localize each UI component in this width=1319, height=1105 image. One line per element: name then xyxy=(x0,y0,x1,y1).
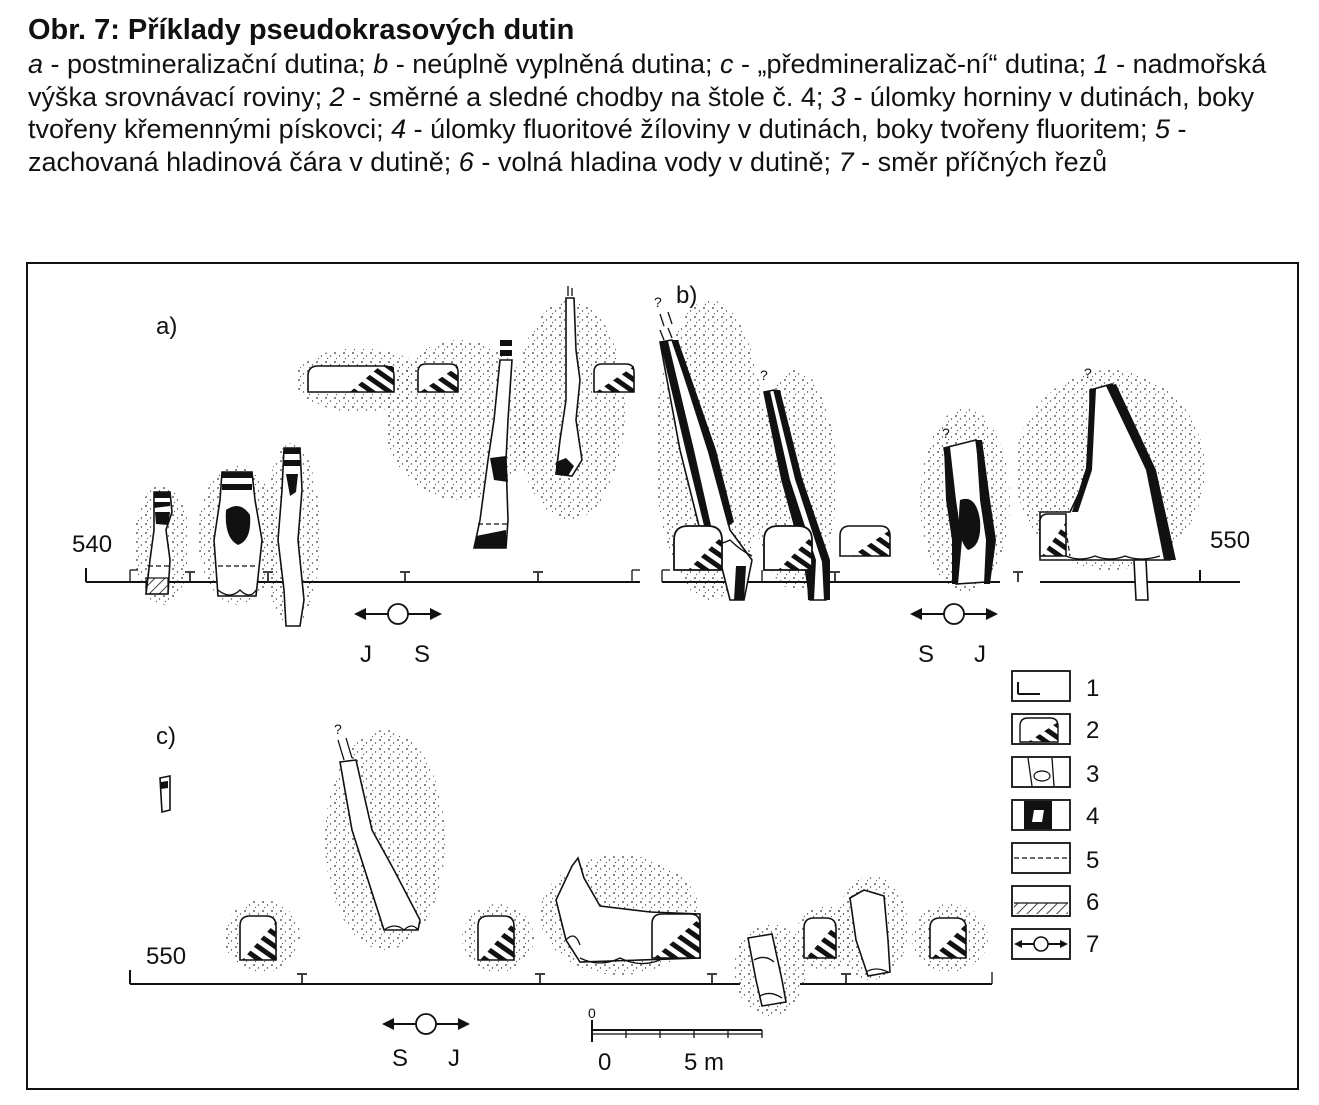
caption-segment: - úlomky fluoritové žíloviny v dutinách, boky tvořeny fluoritem; xyxy=(406,114,1155,144)
caption-segment: - směr příčných řezů xyxy=(853,146,1108,177)
caption-segment: - úlomky horniny v dutinách, boky tvořeny křemennými pískovci; xyxy=(28,81,1255,144)
legend xyxy=(1012,671,1099,959)
panel-c-compass-left: S xyxy=(392,1045,409,1072)
panel-c-section-direction xyxy=(382,1014,470,1034)
adit-b2 xyxy=(764,526,812,570)
panel-c-elevation: 550 xyxy=(146,943,187,970)
panel-c xyxy=(130,721,992,1072)
panel-b-compass-left: S xyxy=(918,641,935,668)
legend-item-7: 7 xyxy=(1086,931,1100,958)
caption-segment: 5 xyxy=(1154,114,1170,144)
scale-bar-zero-top: 0 xyxy=(588,1005,596,1021)
caption-segment: - volná hladina vody v dutině; xyxy=(473,146,839,177)
adit-c3 xyxy=(804,918,836,958)
panel-b-unknown-3: ? xyxy=(942,425,950,441)
panel-a xyxy=(72,286,640,668)
caption-segment: 3 xyxy=(830,81,846,112)
panel-a-compass-left: J xyxy=(360,641,372,668)
caption-segment: c xyxy=(719,49,734,79)
caption-segment: 4 xyxy=(391,114,407,144)
caption-segment: a xyxy=(28,49,44,79)
caption-segment: b xyxy=(373,49,389,79)
scale-bar xyxy=(588,1005,762,1076)
caption-segment: - „předmineralizač-ní“ dutina; xyxy=(733,49,1094,79)
panel-b-section-direction xyxy=(910,604,998,624)
panel-c-unknown: ? xyxy=(334,721,342,737)
panel-a-compass-right: S xyxy=(414,641,431,668)
legend-item-4: 4 xyxy=(1086,803,1100,830)
legend-item-3: 3 xyxy=(1086,761,1100,788)
caption-segment: 1 xyxy=(1093,49,1109,79)
panel-b xyxy=(654,282,1250,668)
panel-a-label: a) xyxy=(156,313,178,340)
adit-c2 xyxy=(478,916,514,960)
panel-a-elevation: 540 xyxy=(72,531,113,558)
adit-c4 xyxy=(930,918,966,958)
figure-title: Obr. 7: Příklady pseudokrasových dutin xyxy=(28,14,575,46)
caption-segment: - směrné a sledné chodby na štole č. 4; xyxy=(344,81,831,112)
adit-b1 xyxy=(674,526,722,570)
panel-b-unknown-2: ? xyxy=(760,367,768,383)
scale-bar-zero: 0 xyxy=(598,1049,612,1076)
caption-segment: 7 xyxy=(838,146,854,177)
caption-segment: - nadmořská výška srovnávací roviny; xyxy=(28,49,1267,112)
caption-segment: - postmineralizační dutina; xyxy=(43,49,374,79)
panel-a-section-direction xyxy=(354,604,442,624)
legend-item-2: 2 xyxy=(1086,717,1100,744)
cavity-c0 xyxy=(160,776,170,812)
caption-segment: 6 xyxy=(458,146,474,177)
caption-segment: - zachovaná hladinová čára v dutině; xyxy=(28,114,1187,177)
panel-b-compass-right: J xyxy=(974,641,986,668)
panel-b-unknown-4: ? xyxy=(1084,365,1092,381)
caption-segment: - neúplně vyplněná dutina; xyxy=(388,49,720,79)
panel-b-unknown-1: ? xyxy=(654,294,662,310)
panel-c-compass-right: J xyxy=(448,1045,460,1072)
legend-item-5: 5 xyxy=(1086,847,1100,874)
scale-bar-length: 5 m xyxy=(684,1049,725,1076)
panel-c-label: c) xyxy=(156,723,176,750)
legend-item-1: 1 xyxy=(1086,675,1100,702)
panel-b-elevation: 550 xyxy=(1210,527,1251,554)
caption-segment: 2 xyxy=(329,81,345,112)
legend-item-6: 6 xyxy=(1086,889,1100,916)
adit-c1 xyxy=(240,916,276,960)
panel-b-label: b) xyxy=(676,282,698,309)
